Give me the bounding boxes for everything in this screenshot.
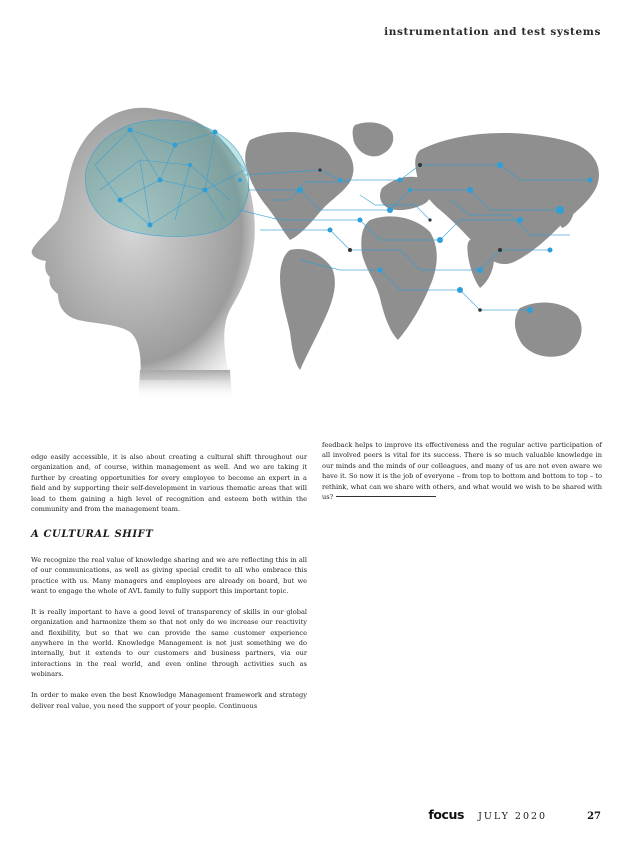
left-column — [31, 452, 307, 721]
hero-illustration — [0, 70, 634, 400]
body-paragraph: In order to make even the best Knowledge Management framework and strategy deliver real value, you need the support of your people. Continuous — [31, 691, 307, 710]
section-header: instrumentation and test systems — [384, 26, 601, 38]
body-paragraph: It is really important to have a good level of transparency of skills in our global organization and harmonize them so that not only do we increase our reactivity and flexibility, but so that we can provide the same customer experience anywhere in the world. Knowledge Management is not just something we do internally, but it extends to our customers and business partners, via our interactions in the real world, and even online through activities such as webinars. — [31, 607, 307, 679]
south-america — [280, 249, 335, 370]
page-number: 27 — [587, 811, 601, 822]
africa — [361, 216, 436, 340]
section-heading: A CULTURAL SHIFT — [31, 529, 154, 541]
issue-date: JULY 2020 — [478, 811, 548, 822]
right-column — [322, 440, 602, 513]
greenland — [353, 122, 394, 156]
world-map — [245, 122, 599, 370]
body-paragraph-final — [322, 440, 602, 502]
body-paragraph-text: feedback helps to improve its effectiveness and the regular active participation of all involved peers is vital for its success. There is so much valuable knowledge in our minds and the minds of our colleagues, and many of us are not even aware we have it. So now it is the job of everyone – from top to bottom and bottom to top – to rethink, what can we share with others, and what would we wish to be shared with us? — [322, 441, 602, 502]
australia — [515, 302, 582, 356]
asia — [415, 133, 599, 264]
body-paragraph: We recognize the real value of knowledge sharing and we are reflecting this in all of our communications, as well as giving special credit to all who embrace this practice with us. Many managers and employees are already on board, but we want to engage the whole of AVL family to fully support this important topic. — [31, 555, 307, 596]
end-of-article-rule — [336, 496, 436, 497]
body-paragraph: edge easily accessible, it is also about creating a cultural shift throughout our organization and, of course, within management as well. And we are taking it further by creating opportunities for every employee to become an expert in a field and by supporting their self-development in various thematic areas that will lead to them gaining a high level of recognition and esteem both within the community and from the management team. — [31, 453, 307, 514]
magazine-logo: focus — [428, 807, 465, 822]
page-footer — [428, 807, 601, 822]
north-america — [245, 132, 353, 240]
brain-network — [85, 120, 248, 237]
